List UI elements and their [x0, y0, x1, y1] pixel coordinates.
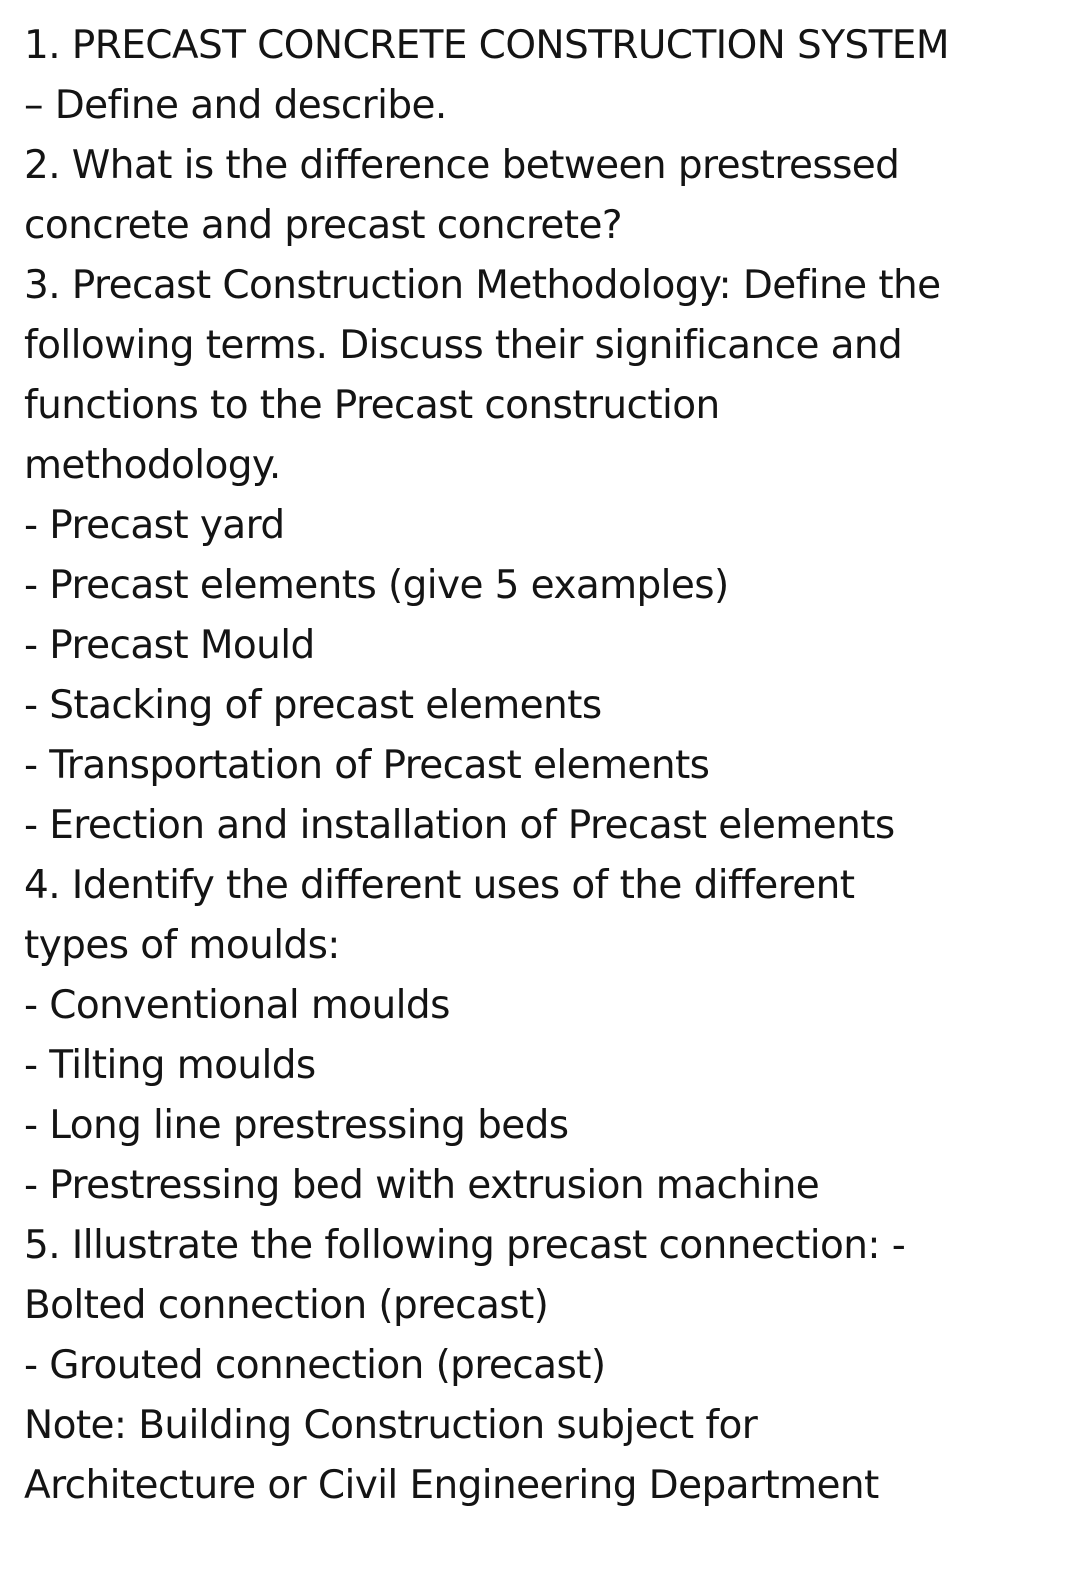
- question-3-line-4: methodology.: [24, 443, 281, 488]
- list-item: - Transportation of Precast elements: [24, 743, 710, 788]
- document-body: [24, 16, 1064, 1516]
- list-item: - Tilting moulds: [24, 1043, 316, 1088]
- list-item: - Grouted connection (precast): [24, 1343, 606, 1388]
- list-item: - Erection and installation of Precast elements: [24, 803, 895, 848]
- list-item: - Precast yard: [24, 503, 285, 548]
- list-item: - Stacking of precast elements: [24, 683, 602, 728]
- question-5-line-1: 5. Illustrate the following precast connection: -: [24, 1223, 906, 1268]
- list-item: - Long line prestressing beds: [24, 1103, 569, 1148]
- question-2-line-1: 2. What is the difference between prestressed: [24, 143, 900, 188]
- question-2-line-2: concrete and precast concrete?: [24, 203, 622, 248]
- list-item: - Prestressing bed with extrusion machine: [24, 1163, 820, 1208]
- question-3-line-1: 3. Precast Construction Methodology: Define the: [24, 263, 941, 308]
- note-line-2: Architecture or Civil Engineering Department: [24, 1463, 879, 1508]
- question-4-line-2: types of moulds:: [24, 923, 340, 968]
- list-item: - Precast elements (give 5 examples): [24, 563, 729, 608]
- question-1-title: 1. PRECAST CONCRETE CONSTRUCTION SYSTEM: [24, 23, 949, 68]
- question-4-line-1: 4. Identify the different uses of the different: [24, 863, 855, 908]
- question-3-line-2: following terms. Discuss their significance and: [24, 323, 903, 368]
- note-line-1: Note: Building Construction subject for: [24, 1403, 758, 1448]
- question-1-instruction: – Define and describe.: [24, 83, 447, 128]
- list-item: - Conventional moulds: [24, 983, 450, 1028]
- list-item: - Precast Mould: [24, 623, 315, 668]
- question-3-line-3: functions to the Precast construction: [24, 383, 720, 428]
- question-5-line-2: Bolted connection (precast): [24, 1283, 549, 1328]
